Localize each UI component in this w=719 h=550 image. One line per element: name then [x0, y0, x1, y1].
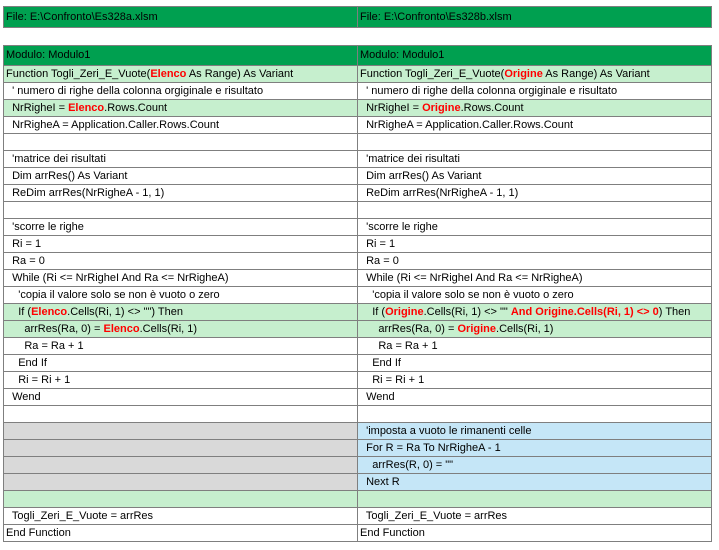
left-code-cell [4, 151, 358, 168]
code-text: arrRes(Ra, 0) = [360, 323, 458, 335]
code-text: Modulo: Modulo1 [6, 49, 91, 61]
right-module-name [358, 46, 712, 66]
code-line-row [4, 389, 712, 406]
right-code-cell [358, 355, 712, 372]
code-line-row [4, 440, 712, 457]
code-text: .Cells(Ri, 1) [496, 323, 554, 335]
left-code-cell [4, 355, 358, 372]
left-module-name [4, 46, 358, 66]
code-text: 'scorre le righe [360, 221, 438, 233]
file-header-table [3, 6, 712, 28]
code-text: If ( [360, 306, 386, 318]
left-code-cell [4, 100, 358, 117]
code-line-row [4, 168, 712, 185]
code-line-row [4, 406, 712, 423]
code-text: Ra = 0 [360, 255, 399, 267]
changed-token: Origine [504, 68, 543, 80]
right-file-name: File: E:\Confronto\Es328b.xlsm [358, 7, 712, 28]
changed-token: Elenco [68, 102, 105, 114]
code-text: Togli_Zeri_E_Vuote = arrRes [6, 510, 154, 522]
left-file-name: File: E:\Confronto\Es328a.xlsm [4, 7, 358, 28]
changed-token: Origine [385, 306, 424, 318]
code-line-row [4, 525, 712, 542]
right-code-cell [358, 491, 712, 508]
left-code-cell [4, 440, 358, 457]
code-line-row [4, 423, 712, 440]
left-code-cell [4, 202, 358, 219]
left-code-cell [4, 525, 358, 542]
code-text: 'copia il valore solo se non è vuoto o zero [6, 289, 220, 301]
right-code-cell [358, 406, 712, 423]
file-header-row [4, 7, 712, 28]
left-code-cell [4, 406, 358, 423]
right-code-cell [358, 236, 712, 253]
right-code-cell [358, 100, 712, 117]
code-text: NrRigheI = [6, 102, 69, 114]
code-text: 'scorre le righe [6, 221, 84, 233]
code-text: As Range) As Variant [542, 68, 650, 80]
changed-token: And Origine.Cells(Ri, 1) <> 0 [510, 306, 659, 318]
right-code-cell [358, 185, 712, 202]
code-text: ) Then [658, 306, 691, 318]
code-text: .Cells(Ri, 1) [139, 323, 198, 335]
code-line-row [4, 338, 712, 355]
code-line-row [4, 236, 712, 253]
left-code-cell [4, 338, 358, 355]
code-text: Ri = 1 [6, 238, 42, 250]
changed-token: Origine [457, 323, 497, 335]
code-text: End If [360, 357, 401, 369]
right-code-cell [358, 253, 712, 270]
code-line-row [4, 253, 712, 270]
code-text: ReDim arrRes(NrRigheA - 1, 1) [6, 187, 165, 199]
left-code-cell [4, 508, 358, 525]
code-text: ' numero di righe della colonna orgiginale e risultato [360, 85, 618, 97]
code-text: NrRigheI = [360, 102, 423, 114]
changed-token: Elenco [150, 68, 187, 80]
changed-token: Origine [422, 102, 461, 114]
code-text: NrRigheA = Application.Caller.Rows.Count [360, 119, 574, 131]
code-text: arrRes(Ra, 0) = [6, 323, 104, 335]
code-text: NrRigheA = Application.Caller.Rows.Count [6, 119, 220, 131]
left-code-cell [4, 83, 358, 100]
code-text: 'matrice dei risultati [6, 153, 106, 165]
right-code-cell [358, 321, 712, 338]
left-code-cell [4, 134, 358, 151]
right-code-cell [358, 287, 712, 304]
code-text: Togli_Zeri_E_Vuote = arrRes [360, 510, 508, 522]
code-text: 'imposta a vuoto le rimanenti celle [360, 425, 532, 437]
right-code-cell [358, 457, 712, 474]
right-code-cell [358, 440, 712, 457]
left-code-cell [4, 66, 358, 83]
code-text: .Cells(Ri, 1) <> "") Then [67, 306, 183, 318]
code-line-row [4, 491, 712, 508]
left-code-cell [4, 304, 358, 321]
left-code-cell [4, 270, 358, 287]
right-code-cell [358, 219, 712, 236]
code-text: ' numero di righe della colonna orgiginale e risultato [6, 85, 264, 97]
code-text: Wend [360, 391, 395, 403]
right-code-cell [358, 270, 712, 287]
code-line-row [4, 66, 712, 83]
code-text: ReDim arrRes(NrRigheA - 1, 1) [360, 187, 519, 199]
left-code-cell [4, 474, 358, 491]
right-code-cell [358, 66, 712, 83]
left-code-cell [4, 389, 358, 406]
left-code-cell [4, 168, 358, 185]
code-line-row [4, 202, 712, 219]
left-code-cell [4, 287, 358, 304]
code-text: .Cells(Ri, 1) <> "" [423, 306, 511, 318]
right-code-cell [358, 338, 712, 355]
code-text: Function Togli_Zeri_E_Vuote( [6, 68, 151, 80]
code-line-row [4, 474, 712, 491]
code-text: .Rows.Count [104, 102, 168, 114]
code-line-row [4, 219, 712, 236]
code-text: Ra = 0 [6, 255, 45, 267]
left-code-cell [4, 185, 358, 202]
right-code-cell [358, 134, 712, 151]
code-text: If ( [6, 306, 32, 318]
code-line-row [4, 185, 712, 202]
code-line-row [4, 117, 712, 134]
code-text: Wend [6, 391, 41, 403]
right-code-cell [358, 389, 712, 406]
left-code-cell [4, 117, 358, 134]
code-text: arrRes(R, 0) = "" [360, 459, 454, 471]
code-text: End If [6, 357, 47, 369]
code-comparison-body [4, 46, 712, 542]
right-code-cell [358, 202, 712, 219]
code-text: Dim arrRes() As Variant [6, 170, 128, 182]
left-code-cell [4, 253, 358, 270]
left-code-cell [4, 423, 358, 440]
right-code-cell [358, 117, 712, 134]
code-text: Ri = Ri + 1 [360, 374, 425, 386]
code-text: .Rows.Count [460, 102, 524, 114]
code-line-row [4, 355, 712, 372]
code-line-row [4, 457, 712, 474]
code-text: Dim arrRes() As Variant [360, 170, 482, 182]
right-code-cell [358, 423, 712, 440]
code-comparison-table [3, 45, 712, 542]
left-code-cell [4, 372, 358, 389]
code-line-row [4, 134, 712, 151]
code-text: 'copia il valore solo se non è vuoto o zero [360, 289, 574, 301]
left-code-cell [4, 236, 358, 253]
left-code-cell [4, 491, 358, 508]
left-code-cell [4, 321, 358, 338]
code-text: Next R [360, 476, 400, 488]
code-line-row [4, 508, 712, 525]
right-code-cell [358, 304, 712, 321]
code-line-row [4, 270, 712, 287]
code-line-row [4, 151, 712, 168]
right-code-cell [358, 168, 712, 185]
code-line-row [4, 83, 712, 100]
code-text: As Range) As Variant [186, 68, 294, 80]
code-text: End Function [360, 527, 425, 539]
code-text: While (Ri <= NrRigheI And Ra <= NrRigheA) [360, 272, 583, 284]
code-text: 'matrice dei risultati [360, 153, 460, 165]
changed-token: Elenco [103, 323, 140, 335]
code-text: Ri = Ri + 1 [6, 374, 71, 386]
code-text: End Function [6, 527, 71, 539]
code-text: Modulo: Modulo1 [360, 49, 445, 61]
right-code-cell [358, 525, 712, 542]
code-line-row [4, 304, 712, 321]
code-line-row [4, 321, 712, 338]
code-line-row [4, 372, 712, 389]
code-text: Function Togli_Zeri_E_Vuote( [360, 68, 505, 80]
code-line-row [4, 100, 712, 117]
right-code-cell [358, 508, 712, 525]
left-code-cell [4, 219, 358, 236]
module-header-row [4, 46, 712, 66]
left-code-cell [4, 457, 358, 474]
changed-token: Elenco [31, 306, 68, 318]
code-text: Ra = Ra + 1 [360, 340, 438, 352]
code-text: Ra = Ra + 1 [6, 340, 84, 352]
right-code-cell [358, 83, 712, 100]
right-code-cell [358, 474, 712, 491]
code-line-row [4, 287, 712, 304]
right-code-cell [358, 372, 712, 389]
code-text: While (Ri <= NrRigheI And Ra <= NrRigheA) [6, 272, 229, 284]
code-text: For R = Ra To NrRigheA - 1 [360, 442, 501, 454]
right-code-cell [358, 151, 712, 168]
code-text: Ri = 1 [360, 238, 396, 250]
